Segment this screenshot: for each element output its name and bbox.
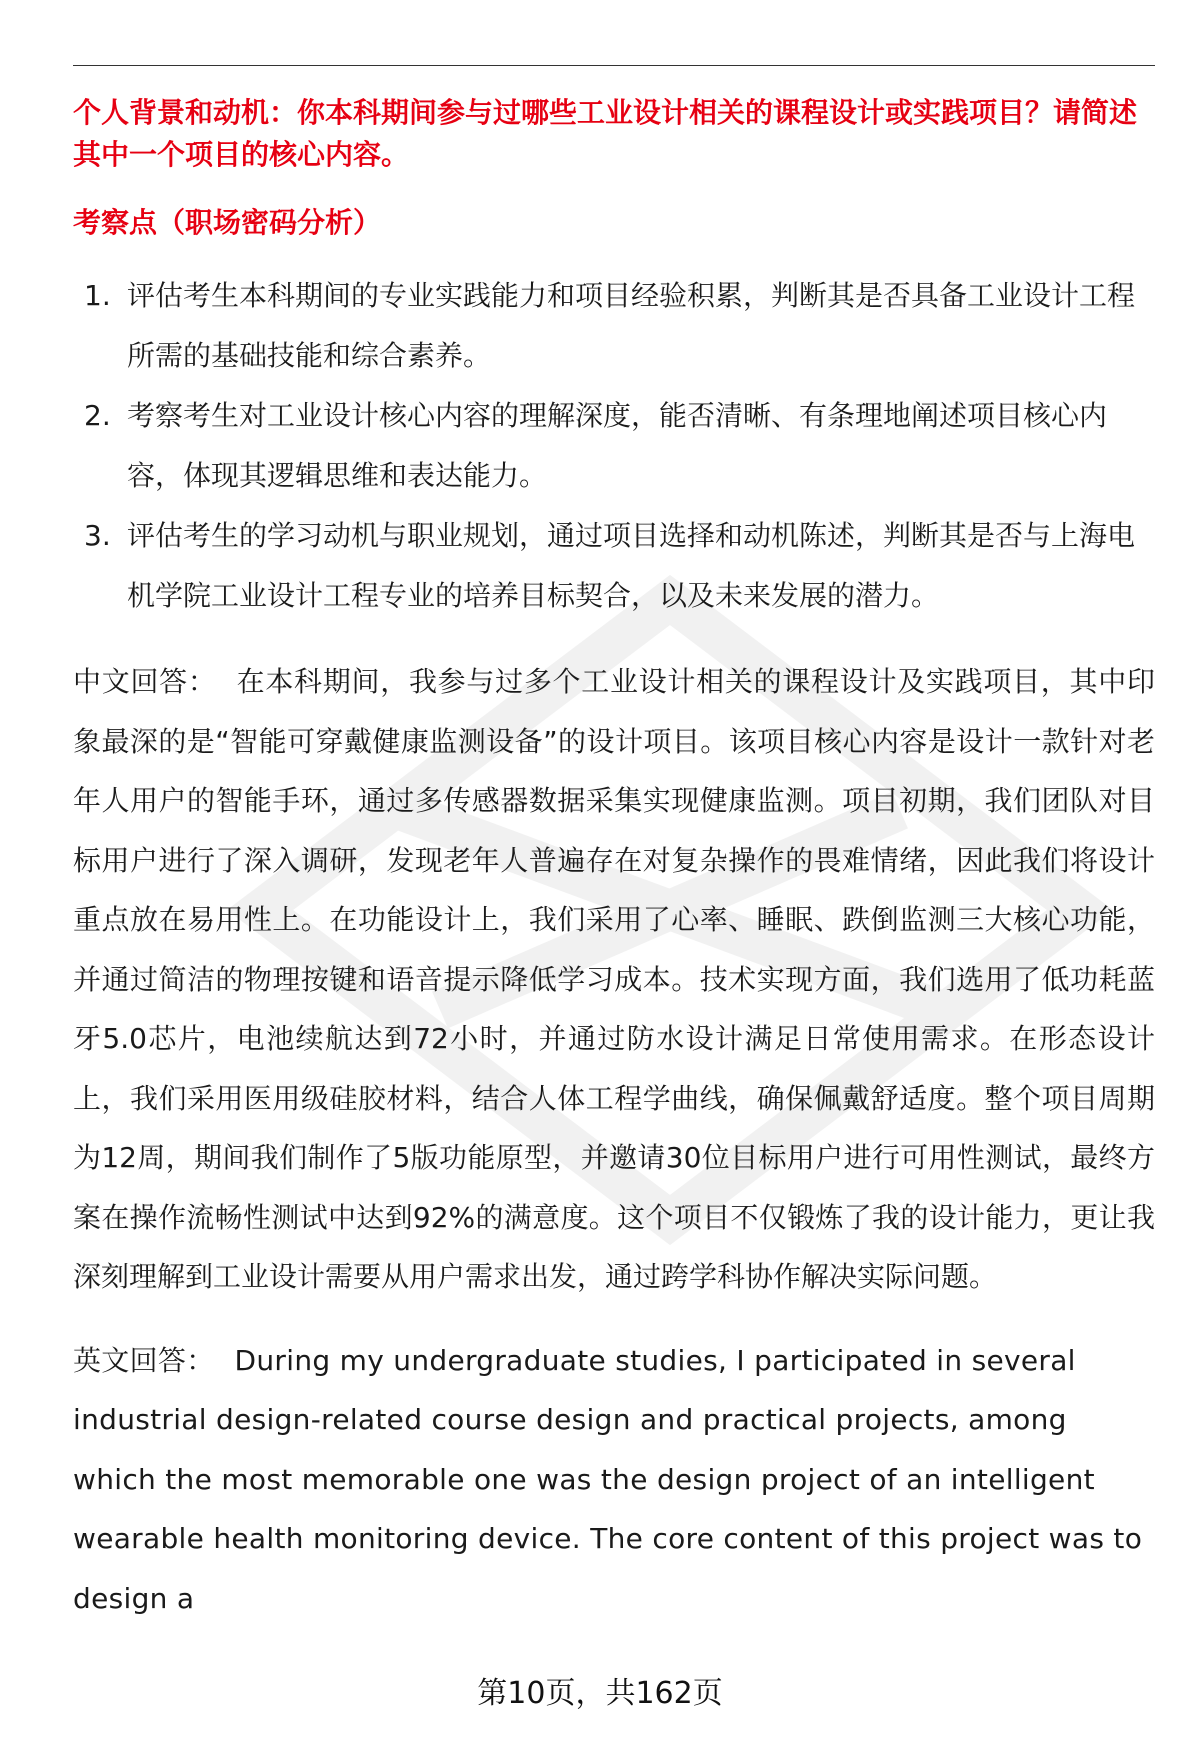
top-divider	[73, 65, 1155, 66]
chinese-answer	[73, 652, 1155, 1307]
assessment-point-3	[73, 506, 1155, 626]
assessment-point-1	[73, 266, 1155, 386]
english-answer-label: 英文回答：	[73, 1343, 215, 1377]
point-text: 考察考生对工业设计核心内容的理解深度，能否清晰、有条理地阐述项目核心内容，体现其逻辑思维和表达能力。	[127, 399, 1108, 492]
english-answer	[73, 1331, 1155, 1629]
chinese-answer-text: 在本科期间，我参与过多个工业设计相关的课程设计及实践项目，其中印象最深的是“智能可穿戴健康监测设备”的设计项目。该项目核心内容是设计一款针对老年人用户的智能手环，通过多传感器数据采集实现健康监测。项目初期，我们团队对目标用户进行了深入调研，发现老年人普遍存在对复杂操作的畏难情绪，因此我们将设计重点放在易用性上。在功能设计上，我们采用了心率、睡眠、跌倒监测三大核心功能，并通过简洁的物理按键和语音提示降低学习成本。技术实现方面，我们选用了低功耗蓝牙5.0芯片，电池续航达到72小时，并通过防水设计满足日常使用需求。在形态设计上，我们采用医用级硅胶材料，结合人体工程学曲线，确保佩戴舒适度。整个项目周期为12周，期间我们制作了5版功能原型，并邀请30位目标用户进行可用性测试，最终方案在操作流畅性测试中达到92%的满意度。这个项目不仅锻炼了我的设计能力，更让我深刻理解到工业设计需要从用户需求出发，通过跨学科协作解决实际问题。	[73, 665, 1155, 1293]
point-number: 1.	[84, 279, 111, 312]
point-number: 3.	[84, 519, 111, 552]
main-content	[73, 92, 1155, 1628]
page-number-footer: 第10页，共162页	[477, 1676, 723, 1711]
question-heading: 个人背景和动机：你本科期间参与过哪些工业设计相关的课程设计或实践项目？请简述其中一个项目的核心内容。	[73, 96, 1138, 171]
assessment-point-2	[73, 386, 1155, 506]
point-number: 2.	[84, 399, 111, 432]
point-text: 评估考生本科期间的专业实践能力和项目经验积累，判断其是否具备工业设计工程所需的基础技能和综合素养。	[127, 279, 1136, 372]
english-answer-text: During my undergraduate studies, I participated in several industrial design-related course design and practical projects, among which the most memorable one was the design project of an intelligent wearable health monitoring device. The core content of this project was to design a	[73, 1343, 1143, 1615]
point-text: 评估考生的学习动机与职业规划，通过项目选择和动机陈述，判断其是否与上海电机学院工业设计工程专业的培养目标契合，以及未来发展的潜力。	[127, 519, 1136, 612]
assessment-heading: 考察点（职场密码分析）	[73, 206, 382, 239]
chinese-answer-label: 中文回答：	[73, 665, 217, 698]
assessment-list	[73, 266, 1155, 626]
